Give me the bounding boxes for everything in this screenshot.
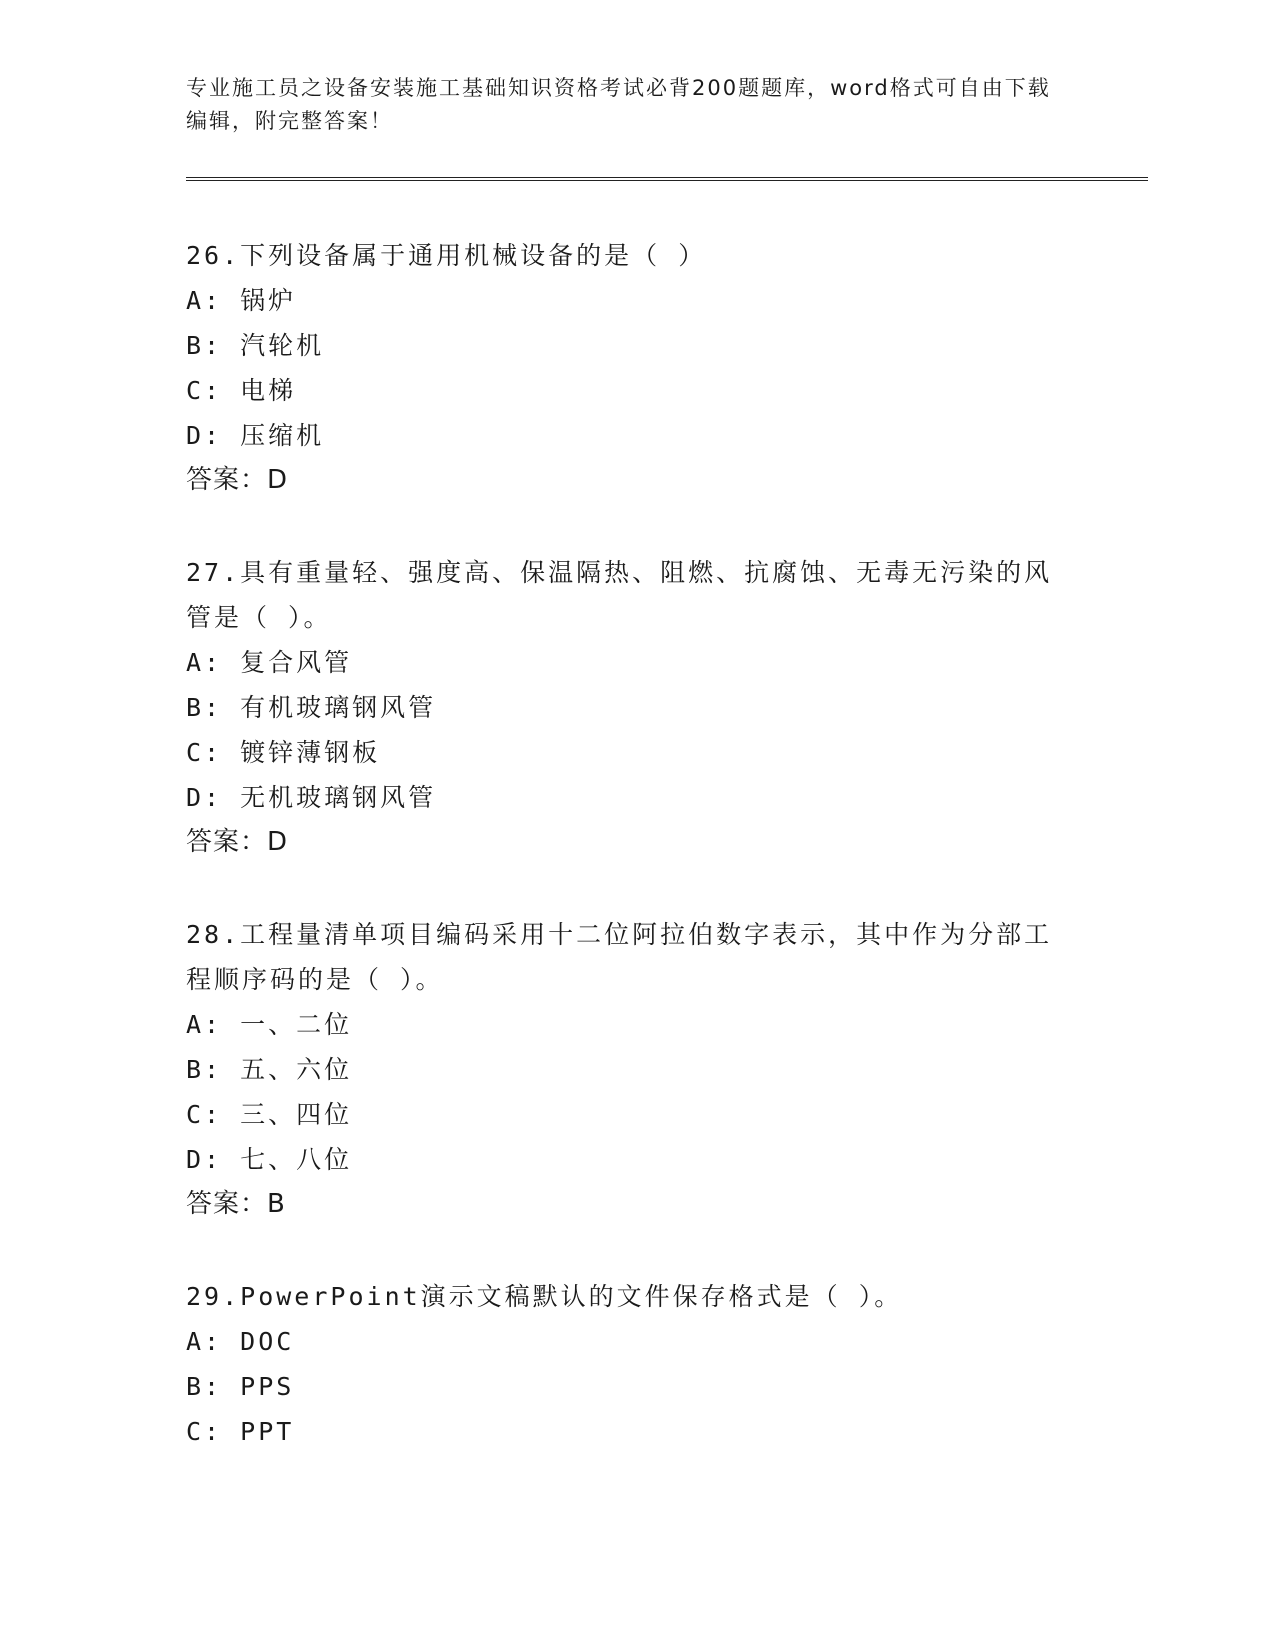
option-b: B: 汽轮机 — [186, 331, 325, 360]
question-list — [186, 233, 1086, 1501]
option-d: D: 七、八位 — [186, 1145, 353, 1174]
option-d: D: 压缩机 — [186, 421, 325, 450]
document-header: 专业施工员之设备安装施工基础知识资格考试必背200题题库，word格式可自由下载编辑，附完整答案！ — [186, 76, 1051, 133]
answer: 答案：D — [186, 827, 289, 857]
option-a: A: DOC — [186, 1327, 295, 1356]
question-title: 26.下列设备属于通用机械设备的是（ ） — [186, 241, 707, 270]
option-b: B: 五、六位 — [186, 1055, 353, 1084]
option-a: A: 一、二位 — [186, 1010, 353, 1039]
option-a: A: 复合风管 — [186, 648, 353, 677]
option-c: C: 三、四位 — [186, 1100, 353, 1129]
question-26 — [186, 233, 1086, 503]
question-title: 29.PowerPoint演示文稿默认的文件保存格式是（ ）。 — [186, 1282, 903, 1311]
answer: 答案：B — [186, 1189, 286, 1219]
question-28 — [186, 912, 1086, 1227]
question-title: 27.具有重量轻、强度高、保温隔热、阻燃、抗腐蚀、无毒无污染的风管是（ ）。 — [186, 558, 1053, 632]
header-divider — [186, 177, 1148, 181]
option-b: B: PPS — [186, 1372, 295, 1401]
question-title: 28.工程量清单项目编码采用十二位阿拉伯数字表示，其中作为分部工程顺序码的是（ ）。 — [186, 920, 1053, 994]
question-29 — [186, 1274, 1086, 1454]
option-b: B: 有机玻璃钢风管 — [186, 693, 437, 722]
answer: 答案：D — [186, 465, 289, 495]
option-c: C: 镀锌薄钢板 — [186, 738, 381, 767]
option-c: C: 电梯 — [186, 376, 297, 405]
option-a: A: 锅炉 — [186, 286, 297, 315]
option-c: C: PPT — [186, 1417, 295, 1446]
option-d: D: 无机玻璃钢风管 — [186, 783, 437, 812]
question-27 — [186, 550, 1086, 865]
